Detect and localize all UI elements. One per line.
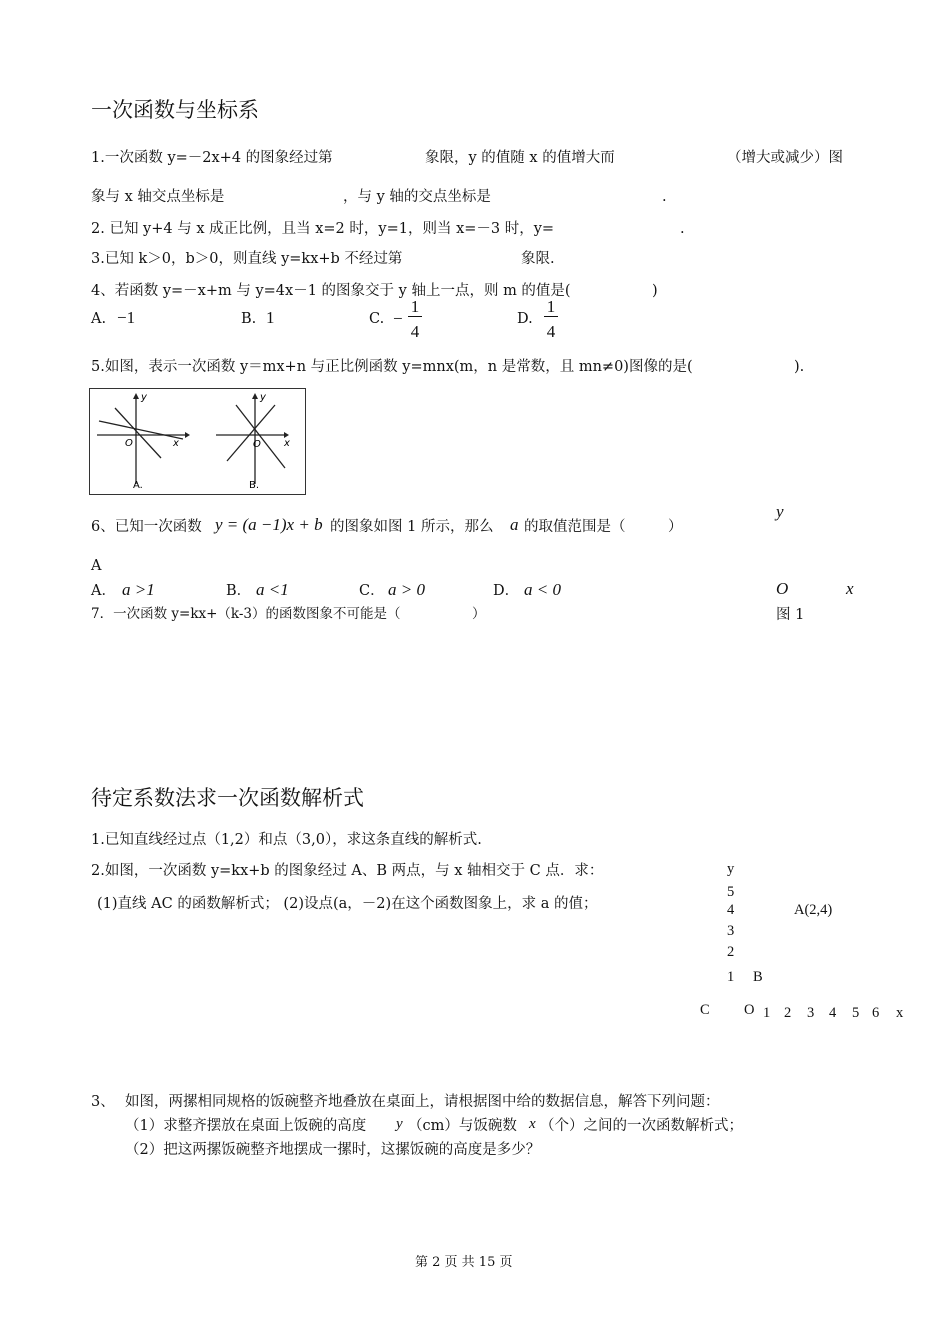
s2-question-2-subparts: (1)直线 AC 的函数解析式； (2)设点(a，－2)在这个函数图象上，求 a 的值； (97, 896, 598, 912)
question-7-close: ） (472, 606, 486, 622)
graph-point-a: A(2,4) (794, 902, 833, 918)
graph-x-tick-3: 3 (807, 1005, 815, 1021)
question-6-part2: 的图象如图 1 所示，那么 (330, 519, 494, 535)
q4-option-d-denominator: 4 (546, 322, 556, 341)
s2-question-3-sub1-part2: （cm）与饭碗数 (408, 1118, 517, 1134)
s2-question-3-number: 3、 (91, 1094, 115, 1110)
q5-b-y-label: y (260, 392, 266, 403)
graph-point-c: C (700, 1002, 710, 1018)
s2-question-3: 如图，两摞相同规格的饭碗整齐地叠放在桌面上，请根据图中给的数据信息，解答下列问题： (125, 1094, 720, 1110)
q5-b-x-label: x (284, 438, 290, 449)
q6-option-a-value: a >1 (122, 580, 155, 599)
question-5-close: ). (794, 359, 805, 375)
question-6-close: ） (668, 519, 683, 535)
graph-y-tick-3: 3 (727, 923, 735, 939)
question-4: 4、若函数 y=－x+m 与 y=4x－1 的图象交于 y 轴上一点，则 m 的值是( (91, 283, 571, 299)
fig1-y-label: y (776, 502, 784, 521)
q4-option-c-sign: − (393, 309, 403, 328)
graph-y-tick-4: 4 (727, 902, 735, 918)
q4-option-c-label: C. (369, 311, 385, 327)
page-number: 第 2 页 共 15 页 (415, 1255, 513, 1270)
q5-a-origin: O (125, 438, 133, 449)
q5-a-x-label: x (173, 438, 179, 449)
q4-option-b-label: B. (241, 311, 257, 327)
graph-x-tick-2: 2 (784, 1005, 792, 1021)
graph-x-tick-6: 6 (872, 1005, 880, 1021)
q6-option-b-value: a <1 (256, 580, 289, 599)
q5-a-y-label: y (141, 392, 147, 403)
graph-x-tick-1: 1 (763, 1005, 771, 1021)
q4-option-d-numerator: 1 (546, 297, 556, 316)
question-2-end: . (680, 221, 685, 237)
q4-option-c-fraction-bar (408, 316, 422, 317)
q4-option-c-denominator: 4 (410, 322, 420, 341)
q6-option-c-label: C． (359, 583, 385, 599)
q5-b-origin: O (253, 439, 261, 450)
q6-option-d-value: a < 0 (524, 580, 561, 599)
graph-y-tick-1: 1 (727, 969, 735, 985)
q5-a-y-arrow (133, 393, 139, 399)
q4-option-a-label: A. (91, 311, 107, 327)
question-6-variable: a (510, 515, 519, 534)
q6-option-b-label: B． (226, 583, 252, 599)
fig1-caption: 图 1 (776, 607, 805, 623)
q5-b-line-2 (227, 405, 275, 461)
q5-a-x-arrow (185, 432, 190, 438)
question-7: 7．一次函数 y=kx+（k-3）的函数图象不可能是（ (91, 606, 401, 622)
fig1-x-label: x (846, 579, 854, 598)
q4-option-d-label: D. (517, 311, 533, 327)
q6-option-d-label: D． (493, 583, 520, 599)
s2-question-3-sub1-part1: （1）求整齐摆放在桌面上饭碗的高度 (125, 1118, 367, 1134)
question-4-close: ) (652, 283, 658, 299)
question-6-part3: 的取值范围是（ (524, 519, 626, 535)
graph-x-tick-5: 5 (852, 1005, 860, 1021)
graph-y-tick-5: 5 (727, 884, 735, 900)
fig1-origin-label: O (776, 579, 789, 598)
s2-question-2: 2.如图，一次函数 y=kx+b 的图象经过 A、B 两点，与 x 轴相交于 C 点．求： (91, 863, 604, 879)
section-title-undetermined-coefficients: 待定系数法求一次函数解析式 (91, 786, 364, 810)
q4-option-d-fraction-bar (544, 316, 558, 317)
q5-b-line-1 (236, 405, 285, 468)
q1-line2-end: . (662, 189, 667, 205)
q5-graph-figure (89, 388, 307, 496)
s2-question-3-sub1-y: y (396, 1116, 403, 1132)
question-3: 3.已知 k＞0，b＞0，则直线 y=kx+b 不经过第 (91, 251, 403, 267)
graph-origin: O (744, 1002, 755, 1018)
q4-option-c-numerator: 1 (410, 297, 420, 316)
graph-y-tick-2: 2 (727, 944, 735, 960)
q5-graph-a (97, 392, 190, 491)
q4-option-a-value: −1 (117, 308, 136, 327)
graph-point-b: B (753, 969, 763, 985)
s2-question-1: 1.已知直线经过点（1,2）和点（3,0），求这条直线的解析式. (91, 832, 482, 848)
q1-line2-part1: 象与 x 轴交点坐标是 (91, 189, 225, 205)
graph-x-label: x (896, 1005, 904, 1021)
q1-line1-part1: 1.一次函数 y=－2x+4 的图象经过第 (91, 150, 333, 166)
q5-b-y-arrow (252, 393, 258, 399)
q5-b-caption: B. (249, 480, 260, 491)
question-6-part1: 6、已知一次函数 (91, 519, 202, 535)
q5-graph-b (216, 392, 290, 491)
graph-y-label: y (727, 861, 735, 877)
s2-question-3-sub1-x: x (529, 1116, 536, 1132)
q1-line1-part3: （增大或减少）图 (727, 150, 843, 166)
q5-figure-frame (90, 389, 306, 495)
q1-line1-part2: 象限，y 的值随 x 的值增大而 (425, 150, 615, 166)
question-6-stray-letter: A (91, 558, 102, 574)
graph-x-tick-4: 4 (829, 1005, 837, 1021)
q1-line2-part2: ，与 y 轴的交点坐标是 (343, 189, 491, 205)
q5-a-caption: A. (133, 480, 143, 491)
q6-option-c-value: a > 0 (388, 580, 425, 599)
section-title-linear-functions: 一次函数与坐标系 (91, 98, 259, 122)
q4-option-b-value: 1 (266, 308, 275, 327)
question-6-formula: y = (a −1)x + b (215, 515, 323, 534)
s2-question-3-sub1-part3: （个）之间的一次函数解析式； (540, 1118, 743, 1134)
question-2: 2. 已知 y+4 与 x 成正比例，且当 x=2 时，y=1，则当 x=－3 时，y= (91, 221, 555, 237)
question-3-end: 象限. (521, 251, 555, 267)
s2-question-3-sub2: （2）把这两摞饭碗整齐地摆成一摞时，这摞饭碗的高度是多少？ (125, 1142, 541, 1158)
q6-option-a-label: A． (91, 583, 116, 599)
question-5: 5.如图，表示一次函数 y＝mx+n 与正比例函数 y=mnx(m，n 是常数，且 mn≠0)图像的是( (91, 359, 693, 375)
